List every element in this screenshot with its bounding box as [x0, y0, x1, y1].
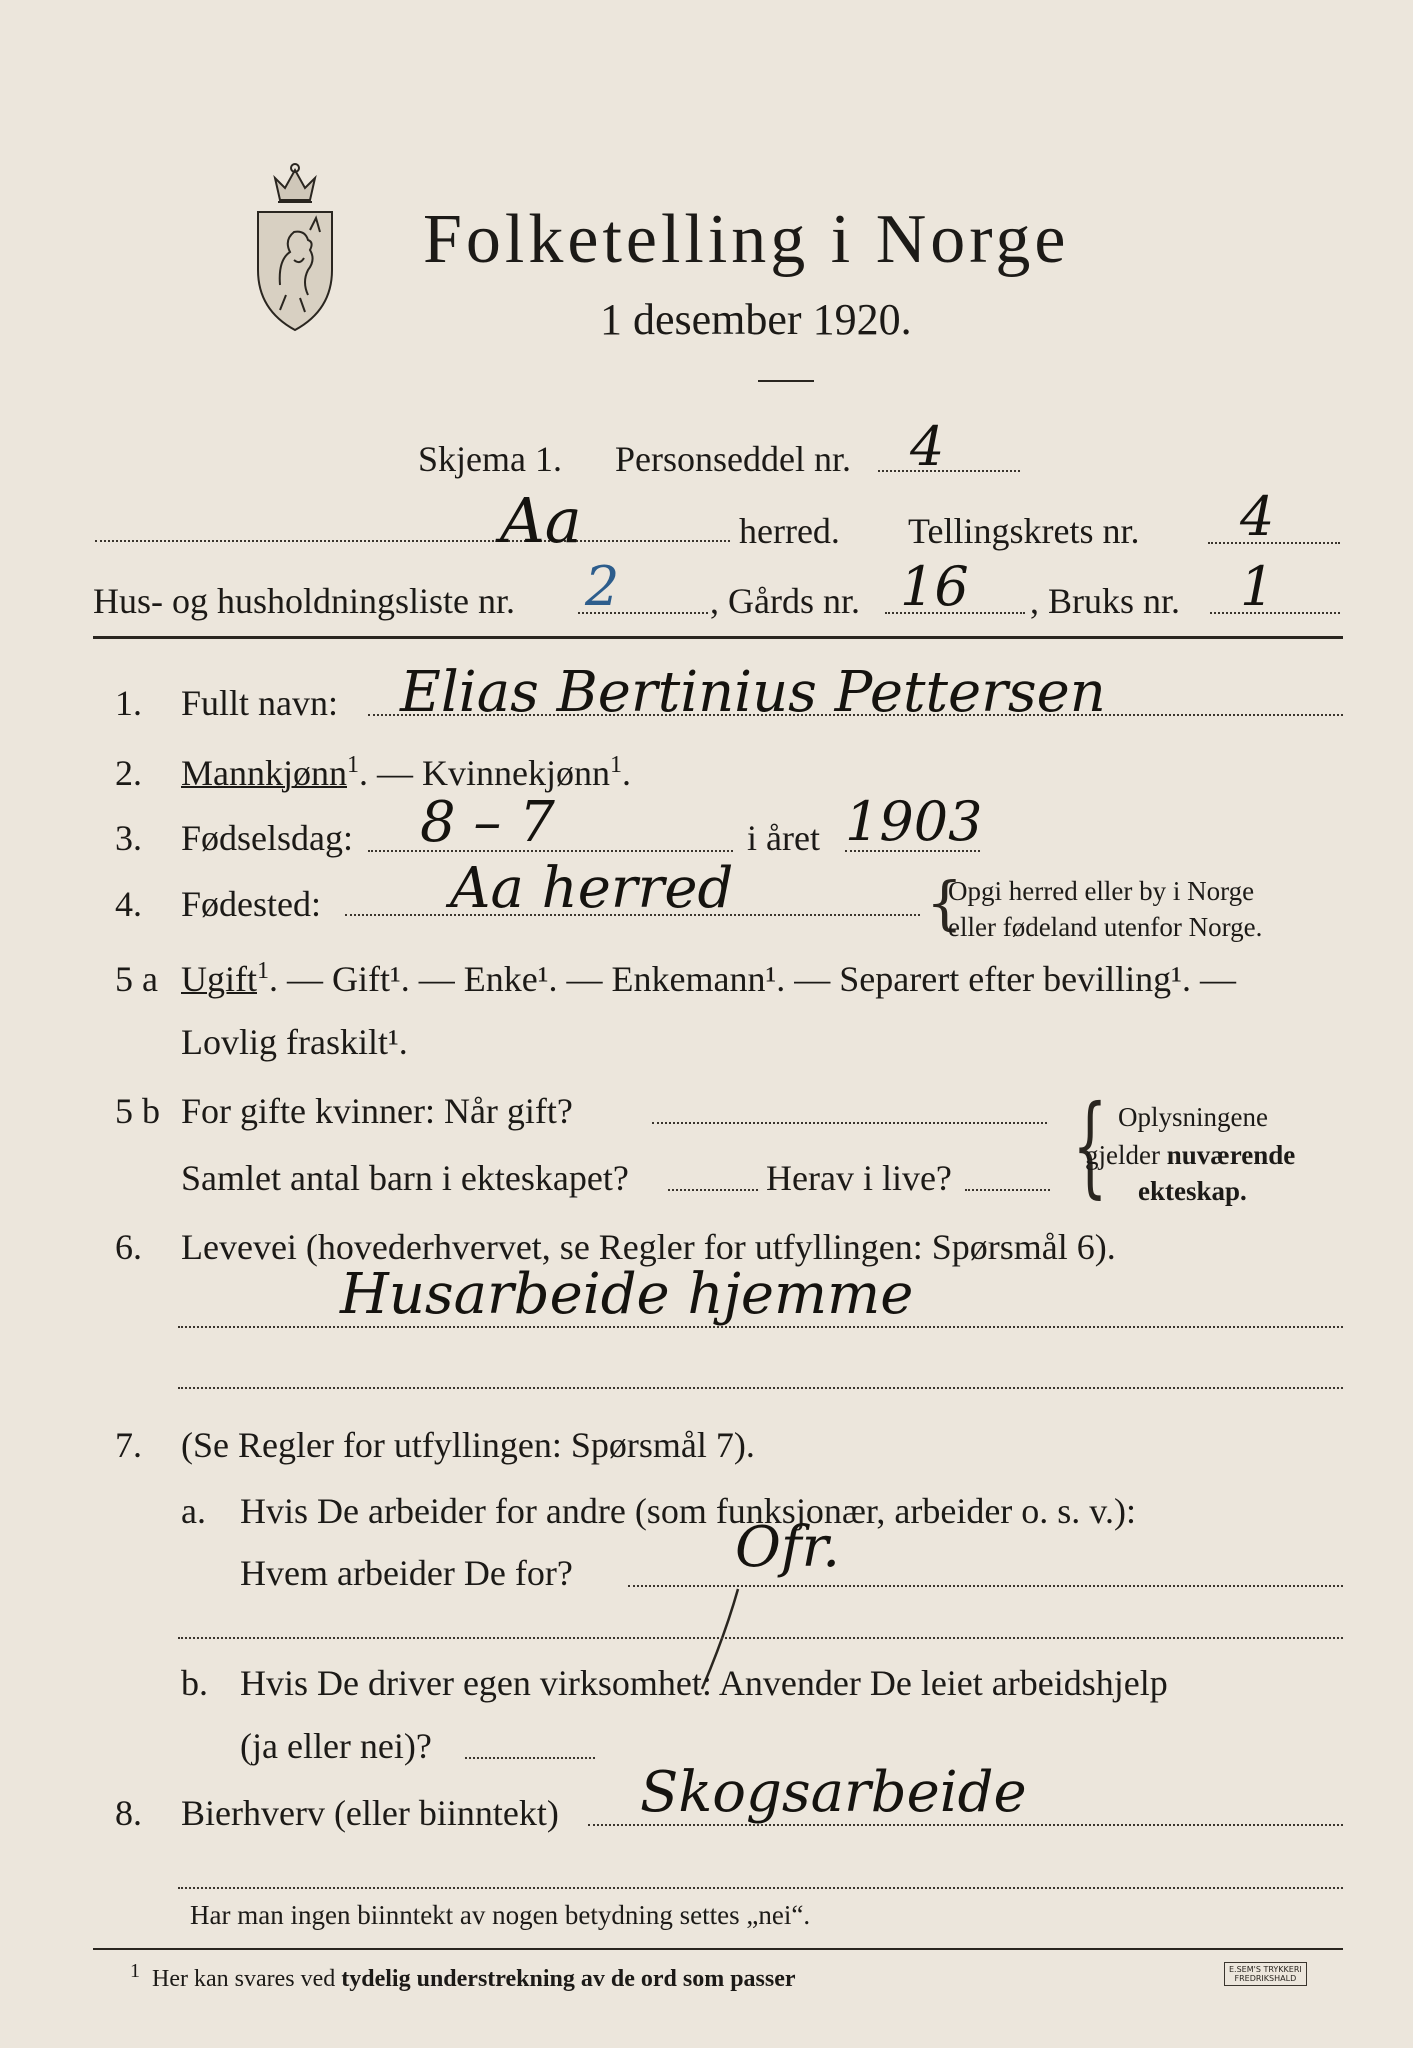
q1-number: 1. — [115, 683, 142, 723]
female-option[interactable]: . — Kvinnekjønn — [359, 753, 610, 793]
birthyear-value[interactable]: 1903 — [845, 790, 983, 853]
q4-number: 4. — [115, 884, 142, 924]
side-income-value[interactable]: Skogsarbeide — [640, 1760, 1027, 1825]
tellingskrets-label: Tellingskrets nr. — [908, 511, 1140, 551]
skjema-label: Skjema 1. — [418, 439, 562, 479]
full-name-value[interactable]: Elias Bertinius Pettersen — [400, 660, 1106, 725]
q5b-note-3: ekteskap. — [1138, 1176, 1247, 1206]
tellingskrets-value[interactable]: 4 — [1240, 485, 1275, 548]
bruks-label: , Bruks nr. — [1030, 581, 1181, 621]
personseddel-value[interactable]: 4 — [910, 415, 945, 478]
ugift-option[interactable]: Ugift — [181, 959, 257, 999]
marital-status-field[interactable]: Ugift$^1$. — Gift¹. — Enke¹. — Enkemann¹. — Separert efter bevilling¹. — — [181, 958, 1236, 999]
gards-value[interactable]: 16 — [900, 555, 969, 618]
q5a-number: 5 a — [115, 959, 158, 999]
year-label: i året — [747, 818, 820, 858]
q5b-number: 5 b — [115, 1091, 160, 1131]
q7-number: 7. — [115, 1425, 142, 1465]
q3-number: 3. — [115, 818, 142, 858]
q7-label: (Se Regler for utfyllingen: Spørsmål 7). — [181, 1425, 755, 1465]
q7a-question: Hvem arbeider De for? — [240, 1553, 573, 1593]
header-divider — [93, 636, 1343, 639]
other-status-options[interactable]: . — Gift¹. — Enke¹. — Enkemann¹. — Separert efter bevilling¹. — — [269, 959, 1236, 999]
gender-field[interactable]: Mannkjønn$^1$. — Kvinnekjønn$^1$. — [181, 752, 631, 793]
birthdate-value[interactable]: 8 – 7 — [420, 790, 555, 855]
q2-number: 2. — [115, 753, 142, 793]
q1-label: Fullt navn: — [181, 683, 339, 723]
q5b-note-2: gjelder nuværende — [1085, 1140, 1296, 1170]
q4-label: Fødested: — [181, 884, 321, 924]
q3-label: Fødselsdag: — [181, 818, 354, 858]
census-date: 1 desember 1920. — [600, 295, 912, 344]
q6-label: Levevei (hovederhvervet, se Regler for utfyllingen: Spørsmål 6). — [181, 1227, 1116, 1267]
footer-note: Har man ingen biinntekt av nogen betydning settes „nei“. — [190, 1900, 811, 1930]
q7b-letter: b. — [181, 1663, 208, 1703]
herred-value[interactable]: Aa — [500, 484, 582, 557]
herred-label: herred. — [739, 511, 840, 551]
footnote: $^1$ Her kan svares ved tydelig understrekning av de ord som passer — [130, 1960, 796, 1992]
bruks-value[interactable]: 1 — [1240, 555, 1275, 618]
printer-stamp: E.SEM'S TRYKKERI FREDRIKSHALD — [1224, 1962, 1307, 1986]
footer-divider — [93, 1948, 1343, 1950]
gards-label: , Gårds nr. — [710, 581, 860, 621]
q5b-label: For gifte kvinner: Når gift? — [181, 1091, 573, 1131]
page-title: Folketelling i Norge — [423, 201, 1070, 278]
q5b-note-1: Oplysningene — [1118, 1102, 1268, 1132]
employer-value[interactable]: Ofr. — [735, 1515, 841, 1580]
hus-value[interactable]: 2 — [585, 555, 620, 618]
male-option[interactable]: Mannkjønn — [181, 753, 347, 793]
fraskilt-option[interactable]: Lovlig fraskilt¹. — [181, 1022, 408, 1062]
q7b-text: Hvis De driver egen virksomhet: Anvender De leiet arbeidshjelp — [240, 1663, 1168, 1703]
hus-label: Hus- og husholdningsliste nr. — [93, 581, 516, 621]
q8-label: Bierhverv (eller biinntekt) — [181, 1793, 559, 1833]
q8-number: 8. — [115, 1793, 142, 1833]
q7b-question: (ja eller nei)? — [240, 1726, 432, 1766]
q6-number: 6. — [115, 1227, 142, 1267]
census-form: Folketelling i Norge 1 desember 1920. Skjema 1. Personseddel nr. 4 Aa herred. Tellingskrets nr. 4 Hus- og husholdningsliste nr. 2 , Gårds nr. 16 , Bruks nr. 1 1. Fullt navn: Elias Bertinius Pettersen 2. Mannkjønn$^1$. — Kvinnekjønn$^1$. 3. Fødselsdag: 8 – 7 i året 1903 4. Fødested: Aa herred { Opgi herred eller by i Norge eller fødeland utenfor Norge. 5 a Ugift$^1$. — Gift¹. — Enke¹. — Enkemann¹. — Separert efter bevilling¹. — Lovlig fraskilt¹. 5 b For gifte kvinner: Når gift? Samlet antal barn i ekteskapet? Herav i live? { Oplysningene gjelder nuværende ekteskap. 6. Levevei (hovederhvervet, se Regler for utfyllingen: Spørsmål 6). Husarbeide hjemme 7. (Se Regler for utfyllingen: Spørsmål 7). a. Hvis De arbeider for andre (som funksjonær, arbeider o. s. v.): Hvem arbeider De for? Ofr. b. Hvis De driver egen virksomhet: Anvender De leiet arbeidshjelp (ja eller nei)? 8. Bierhverv (eller biinntekt) Skogsarbeide Har man ingen biinntekt av nogen betydning settes „nei“. $^1$ Her kan svares ved tydelig understrekning av de ord som passer E.SEM'S TRYKKERI FREDRIKSHALD — [0, 0, 1413, 2048]
q7a-text: Hvis De arbeider for andre (som funksjonær, arbeider o. s. v.): — [240, 1491, 1136, 1531]
birthplace-value[interactable]: Aa herred — [450, 856, 734, 921]
coat-of-arms-icon — [250, 160, 340, 335]
title-divider — [758, 380, 814, 382]
personseddel-label: Personseddel nr. — [615, 439, 851, 479]
children-label: Samlet antal barn i ekteskapet? — [181, 1158, 629, 1198]
birthplace-note-2: eller fødeland utenfor Norge. — [948, 912, 1263, 942]
alive-label: Herav i live? — [766, 1158, 952, 1198]
birthplace-note-1: Opgi herred eller by i Norge — [948, 876, 1255, 906]
q7a-letter: a. — [181, 1491, 206, 1531]
occupation-value[interactable]: Husarbeide hjemme — [340, 1262, 914, 1327]
